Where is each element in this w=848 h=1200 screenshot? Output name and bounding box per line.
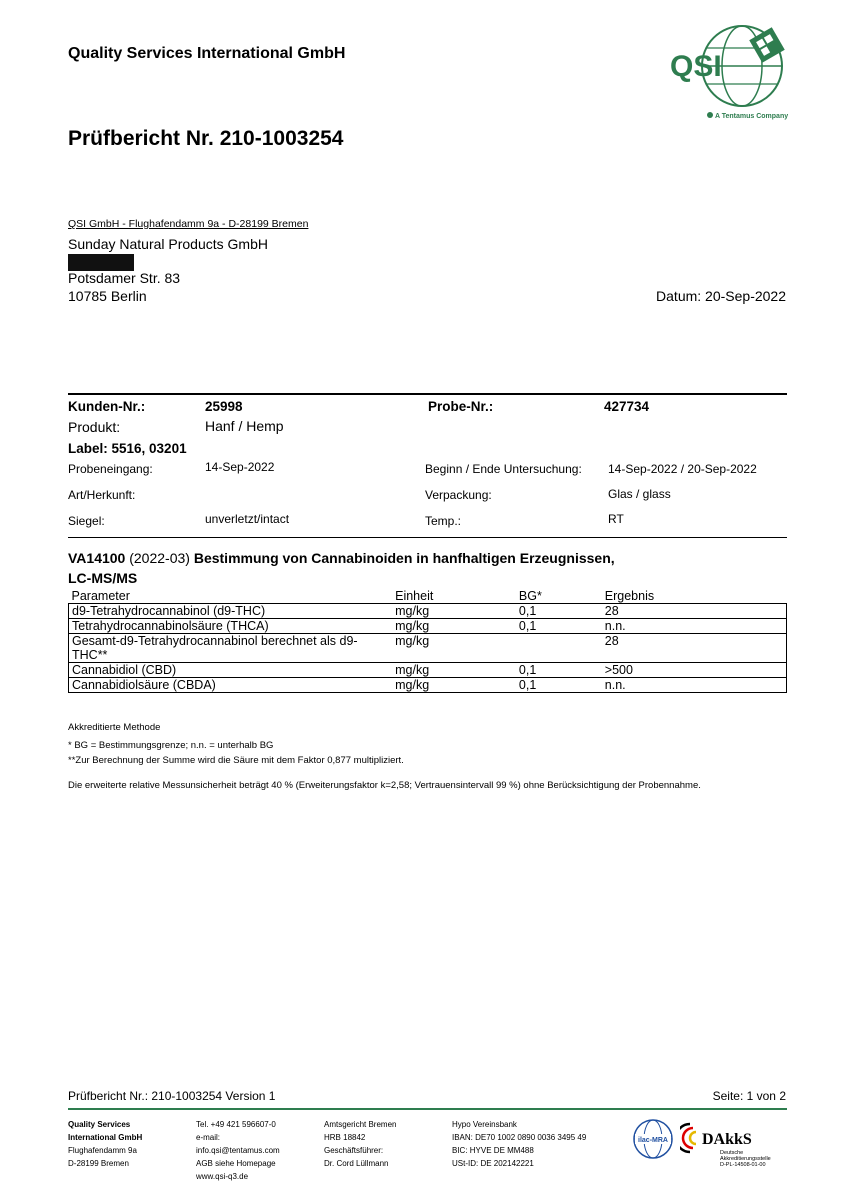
row-parameter: Gesamt-d9-Tetrahydrocannabinol berechnet als d9-THC**	[69, 634, 393, 663]
ilac-mra-logo	[632, 1118, 674, 1160]
recipient-name: Sunday Natural Products GmbH	[68, 236, 268, 252]
results-header-row	[69, 589, 787, 604]
row-bg: 0,1	[516, 663, 602, 678]
method-heading	[68, 548, 768, 588]
row-bg: 0,1	[516, 619, 602, 634]
packaging-label: Verpackung:	[425, 488, 492, 502]
bg-note: * BG = Bestimmungsgrenze; n.n. = unterhalb BG	[68, 740, 274, 751]
receipt-label: Probeneingang:	[68, 462, 153, 476]
exam-label: Beginn / Ende Untersuchung:	[425, 462, 582, 476]
dakks-logo	[680, 1120, 790, 1168]
product-value: Hanf / Hemp	[205, 418, 284, 434]
row-result: 28	[602, 634, 787, 663]
row-bg: 0,1	[516, 678, 602, 693]
customer-label: Kunden-Nr.:	[68, 399, 146, 414]
row-parameter: d9-Tetrahydrocannabinol (d9-THC)	[69, 604, 393, 619]
recipient-street: Potsdamer Str. 83	[68, 270, 181, 286]
row-bg: 0,1	[516, 604, 602, 619]
svg-text:QSI: QSI	[670, 50, 722, 83]
footer-divider	[68, 1108, 787, 1110]
redacted-block	[68, 254, 134, 271]
receipt-value: 14-Sep-2022	[205, 460, 275, 474]
footer-page-number: Seite: 1 von 2	[712, 1089, 786, 1103]
table-row	[69, 634, 787, 663]
row-parameter: Tetrahydrocannabinolsäure (THCA)	[69, 619, 393, 634]
sample-label: Probe-Nr.:	[428, 399, 494, 414]
qsi-logo	[668, 22, 790, 122]
results-table	[68, 589, 787, 693]
footer-report-version: Prüfbericht Nr.: 210-1003254 Version 1	[68, 1089, 276, 1103]
row-unit: mg/kg	[392, 663, 516, 678]
row-parameter: Cannabidiolsäure (CBDA)	[69, 678, 393, 693]
method-title-2: LC-MS/MS	[68, 570, 138, 586]
footer-company-col: Quality Services International GmbH Flughafendamm 9a D-28199 Bremen	[68, 1120, 143, 1168]
row-bg	[516, 634, 602, 663]
accredited-note: Akkreditierte Methode	[68, 722, 161, 733]
report-date: Datum: 20-Sep-2022	[656, 288, 786, 304]
footer-contact-col: Tel. +49 421 596607-0 e-mail: info.qsi@tentamus.com AGB siehe Homepage www.qsi-q3.de	[196, 1120, 280, 1181]
method-version: (2022-03)	[129, 550, 190, 566]
table-row	[69, 663, 787, 678]
row-unit: mg/kg	[392, 678, 516, 693]
table-row	[69, 604, 787, 619]
label-line: Label: 5516, 03201	[68, 441, 187, 456]
exam-value: 14-Sep-2022 / 20-Sep-2022	[608, 462, 757, 476]
row-unit: mg/kg	[392, 604, 516, 619]
packaging-value: Glas / glass	[608, 487, 671, 501]
row-unit: mg/kg	[392, 619, 516, 634]
method-code: VA14100	[68, 550, 126, 566]
table-row	[69, 619, 787, 634]
svg-text:Deutsche: Deutsche	[720, 1150, 744, 1156]
svg-text:ilac-MRA: ilac-MRA	[638, 1137, 668, 1144]
uncertainty-note: Die erweiterte relative Messunsicherheit beträgt 40 % (Erweiterungsfaktor k=2,58; Vertrauensintervall 99 %) ohne Berücksichtigung der Probennahme.	[68, 780, 701, 791]
svg-text:D-PL-14508-01-00: D-PL-14508-01-00	[720, 1162, 766, 1168]
row-result: n.n.	[602, 619, 787, 634]
footer-registry-col: Amtsgericht Bremen HRB 18842 Geschäftsführer: Dr. Cord Lüllmann	[324, 1120, 397, 1168]
svg-text:DAkkS: DAkkS	[702, 1131, 752, 1148]
sum-note: **Zur Berechnung der Summe wird die Säure mit dem Faktor 0,877 multipliziert.	[68, 755, 404, 766]
sender-line: QSI GmbH - Flughafendamm 9a - D-28199 Bremen	[68, 218, 309, 230]
svg-text:A Tentamus Company: A Tentamus Company	[715, 113, 789, 120]
header-result: Ergebnis	[604, 589, 655, 603]
origin-label: Art/Herkunft:	[68, 488, 136, 502]
row-result: 28	[602, 604, 787, 619]
divider-top	[68, 393, 787, 395]
table-row	[69, 678, 787, 693]
sample-number: 427734	[604, 399, 650, 414]
seal-value: unverletzt/intact	[205, 512, 290, 526]
row-unit: mg/kg	[392, 634, 516, 663]
row-result: >500	[602, 663, 787, 678]
recipient-city: 10785 Berlin	[68, 288, 147, 304]
footer-bank-col: Hypo Vereinsbank IBAN: DE70 1002 0890 0036 3495 49 BIC: HYVE DE MM488 USt-ID: DE 202142221	[452, 1120, 587, 1168]
customer-number: 25998	[205, 399, 243, 414]
divider-mid	[68, 537, 787, 538]
product-label: Produkt:	[68, 419, 121, 435]
method-title: Bestimmung von Cannabinoiden in hanfhaltigen Erzeugnissen,	[193, 550, 615, 566]
row-parameter: Cannabidiol (CBD)	[69, 663, 393, 678]
temp-value: RT	[608, 512, 624, 526]
header-bg: BG*	[518, 589, 542, 603]
header-unit: Einheit	[395, 589, 434, 603]
seal-label: Siegel:	[68, 514, 105, 528]
company-name: Quality Services International GmbH	[68, 45, 346, 62]
header-parameter: Parameter	[71, 589, 130, 603]
svg-text:Akkreditierungsstelle: Akkreditierungsstelle	[720, 1156, 771, 1162]
row-result: n.n.	[602, 678, 787, 693]
temp-label: Temp.:	[425, 514, 462, 528]
report-title: Prüfbericht Nr. 210-1003254	[68, 127, 344, 150]
